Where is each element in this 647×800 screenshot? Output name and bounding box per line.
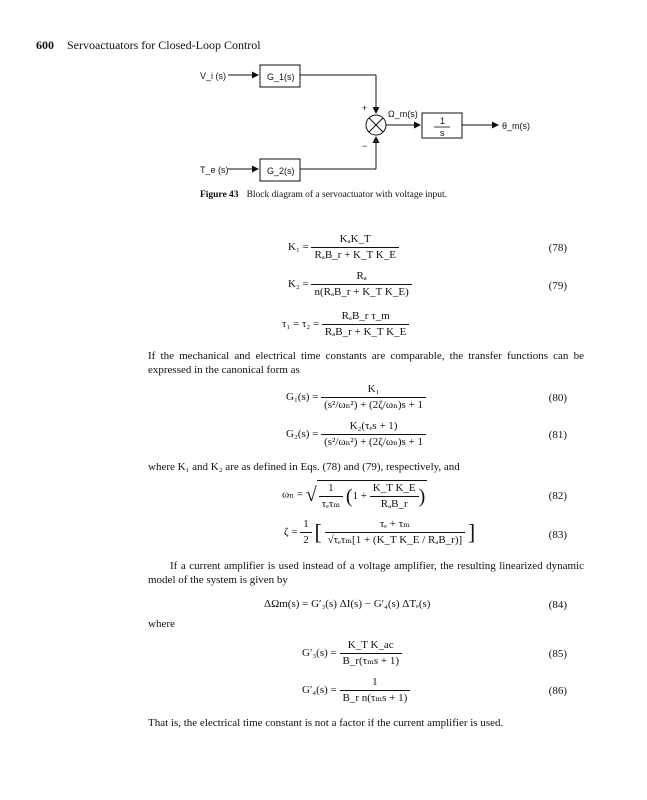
- eq83-denominator: √τₑτₘ[1 + (K_T K_E / RₐB_r)]: [327, 534, 463, 546]
- eq78-denominator: RₐB_r + K_T K_E: [314, 249, 396, 261]
- summing-junction: [366, 115, 386, 135]
- eq81-number: (81): [548, 429, 567, 441]
- eq80-denominator: (s²/ωₙ²) + (2ζ/ωₙ)s + 1: [324, 399, 423, 411]
- paragraph-where-k1-k2: where K₁ and K₂ are as defined in Eqs. (78) and (79), respectively, and: [148, 461, 460, 473]
- input-te-label: T_e (s): [200, 165, 229, 175]
- page-number: 600: [36, 38, 54, 52]
- eq79-fraction: [311, 271, 411, 298]
- figure-caption: [0, 190, 647, 200]
- equation-82: ωₙ = √ $\frac{1}{\text{τₑτₘ}}$ (1 + $\frac{\text{K\_T K\_E}}{\text{RₐB\_r}}$ ): [282, 482, 426, 510]
- eq81-numerator: K₂(τₑs + 1): [321, 421, 426, 435]
- eq78-number: (78): [548, 242, 567, 254]
- figure-caption-text: Block diagram of a servoactuator with voltage input.: [246, 190, 448, 200]
- eq86-fraction: [340, 677, 411, 704]
- eq81-lhs: G₂(s) =: [286, 428, 319, 441]
- eq85-denominator: B_r(τₘs + 1): [342, 655, 399, 667]
- minus-sign: −: [362, 141, 368, 151]
- paragraph-conclusion: That is, the electrical time constant is not a factor if the current amplifier is used.: [148, 717, 504, 729]
- equation-84: [264, 599, 430, 610]
- eq79-numerator: Rₐ: [311, 271, 411, 285]
- eq86-denominator: B_r n(τₘs + 1): [342, 692, 408, 704]
- equation-81: [286, 421, 426, 448]
- eq86-lhs: G′₄(s) =: [302, 684, 337, 697]
- plus-sign: +: [362, 103, 368, 113]
- eq80-number: (80): [548, 392, 567, 404]
- eq-tau-lhs: τ₁ = τ₂ =: [282, 318, 320, 331]
- eq82-one-plus: 1 +: [352, 490, 367, 503]
- eq-tau-fraction: [322, 311, 409, 338]
- eq82-inner-numerator: K_T K_E: [370, 483, 419, 497]
- eq85-numerator: K_T K_ac: [340, 640, 402, 654]
- eq83-half-numerator: 1: [300, 519, 312, 533]
- theta-m-label: θ_m(s): [502, 121, 531, 131]
- eq80-numerator: K₁: [321, 384, 426, 398]
- eq78-fraction: [311, 234, 398, 261]
- eq82-inner-fraction: [370, 483, 419, 510]
- integrator-numerator: 1: [440, 116, 446, 126]
- eq83-number: (83): [548, 529, 567, 541]
- eq86-number: (86): [548, 685, 567, 697]
- eq82-inner-denominator: RₐB_r: [380, 498, 408, 510]
- eq81-fraction: [321, 421, 426, 448]
- equation-79: [288, 271, 412, 298]
- eq81-denominator: (s²/ωₙ²) + (2ζ/ωₙ)s + 1: [324, 436, 423, 448]
- running-title: Servoactuators for Closed-Loop Control: [67, 38, 261, 52]
- eq80-lhs: G₁(s) =: [286, 391, 319, 404]
- g2-label: G_2(s): [267, 166, 295, 176]
- eq85-fraction: [340, 640, 402, 667]
- equation-80: [286, 384, 426, 411]
- eq82-lhs: ωₙ =: [282, 488, 303, 501]
- input-vi-label: V_i (s): [200, 71, 227, 81]
- g1-label: G_1(s): [267, 72, 295, 82]
- eq83-fraction: [325, 519, 466, 546]
- eq82-sqrt-sign: √: [305, 484, 317, 506]
- eq84-number: (84): [548, 599, 567, 611]
- eq85-lhs: G′₃(s) =: [302, 647, 337, 660]
- eq79-number: (79): [548, 280, 567, 292]
- eq83-half-denominator: 2: [303, 534, 309, 546]
- eq82-sqrt-denominator: τₑτₘ: [321, 498, 341, 510]
- eq-tau-denominator: RₐB_r + K_T K_E: [324, 326, 407, 338]
- eq-tau-numerator: RₐB_r τ_m: [322, 311, 409, 325]
- equation-86: [302, 677, 410, 704]
- eq83-numerator: τₑ + τₘ: [325, 519, 466, 533]
- eq82-sqrt-numerator: 1: [319, 483, 343, 497]
- eq82-number: (82): [548, 490, 567, 502]
- equation-tau: [282, 311, 409, 338]
- eq78-lhs: K₁ =: [288, 241, 309, 254]
- eq84-expression: ΔΩm(s) = G′₃(s) ΔI(s) − G′₄(s) ΔTₑ(s): [264, 598, 431, 610]
- eq79-lhs: K₂ =: [288, 278, 309, 291]
- omega-m-label: Ω_m(s): [388, 109, 418, 119]
- eq83-lhs: ζ =: [284, 526, 298, 539]
- eq79-denominator: n(RₐB_r + K_T K_E): [314, 286, 409, 298]
- paragraph-current-amplifier: If a current amplifier is used instead of a voltage amplifier, the resulting linearized dynamic model of the system is given by: [148, 560, 584, 586]
- eq85-number: (85): [548, 648, 567, 660]
- eq82-sqrt-fraction: [319, 483, 343, 510]
- equation-85: [302, 640, 402, 667]
- paragraph-where: where: [148, 618, 175, 630]
- eq86-numerator: 1: [340, 677, 411, 691]
- eq80-fraction: [321, 384, 426, 411]
- equation-83: ζ = $\frac{1}{2}$ [ $\frac{\text{τₑ + τₘ}}{\text{√τₑτₘ[1 + (K\_T K\_E / RₐB\_r)]}}$ ]: [284, 518, 476, 546]
- eq83-half: [300, 519, 312, 546]
- block-diagram: [0, 55, 647, 185]
- running-header: [36, 38, 261, 53]
- figure-label: Figure 43: [199, 190, 239, 200]
- paragraph-canonical-form: If the mechanical and electrical time constants are comparable, the transfer functions can be expressed in the canonical form as: [148, 350, 584, 376]
- integrator-denominator: s: [440, 128, 445, 138]
- equation-78: [288, 234, 399, 261]
- eq78-numerator: KₐK_T: [311, 234, 398, 248]
